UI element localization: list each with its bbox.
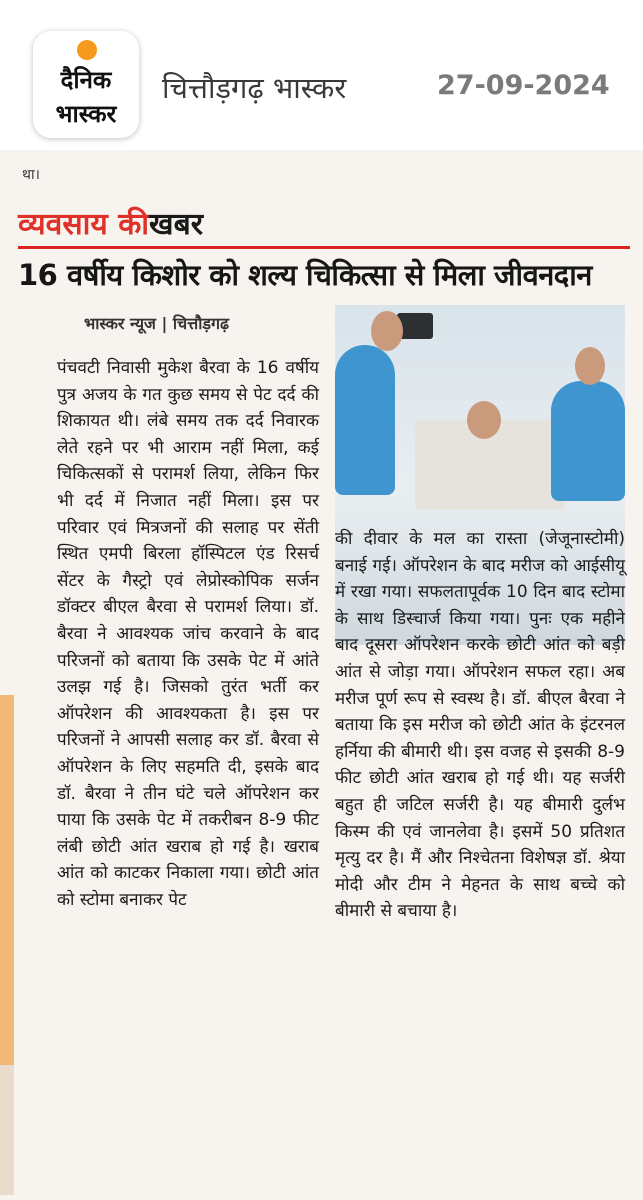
edition-date: 27-09-2024 bbox=[437, 70, 610, 101]
sun-icon bbox=[77, 40, 97, 60]
logo-text-line2: भास्कर bbox=[55, 100, 117, 128]
photo-doctor-left bbox=[335, 345, 395, 495]
article-byline: भास्कर न्यूज | चित्तौड़गढ़ bbox=[84, 314, 229, 333]
article-column-1 bbox=[57, 355, 319, 913]
section-label-black: खबर bbox=[149, 207, 203, 242]
newspaper-logo[interactable] bbox=[33, 31, 139, 138]
photo-patient-head bbox=[467, 401, 501, 439]
photo-doctor-right bbox=[551, 381, 625, 501]
section-label-red: व्यवसाय की bbox=[18, 207, 150, 242]
newspaper-clipping[interactable] bbox=[0, 150, 643, 1200]
section-divider bbox=[18, 246, 630, 249]
article-headline: 16 वर्षीय किशोर को शल्य चिकित्सा से मिला जीवनदान bbox=[18, 258, 592, 292]
article-column-1-text: पंचवटी निवासी मुकेश बैरवा के 16 वर्षीय पुत्र अजय के गत कुछ समय से पेट दर्द की शिकायत थी। लंबे समय तक दर्द निवारक लेते रहने पर भी आराम नहीं मिला, कई चिकित्सकों से परामर्श लिया, लेकिन फिर भी दर्द में निजात नहीं मिला। इस पर परिवार एवं मित्रजनों की सलाह पर सेंती स्थित एमपी बिरला हॉस्पिटल एंड रिसर्च सेंटर के गैस्ट्रो एवं लेप्रोस्कोपिक सर्जन डॉक्टर बीएल बैरवा से परामर्श लिया। डॉ. बैरवा ने आवश्यक जांच करवाने के बाद परिजनों को बताया कि उसके पेट में आंते उलझ गई है। जिसको तुरंत भर्ती कर ऑपरेशन की आवश्यकता है। इस पर परिजनों ने आपसी सलाह कर डॉ. बैरवा से ऑपरेशन के लिए सहमति दी, इसके बाद डॉ. बैरवा ने तीन घंटे चले ऑपरेशन कर पाया कि उसके पेट में तकरीबन 8-9 फीट लंबी छोटी आंत खराब हो गई है। खराब आंत को काटकर निकाला गया। छोटी आंत को स्टोमा बनाकर पेट bbox=[57, 358, 319, 910]
app-header bbox=[0, 0, 643, 150]
section-label bbox=[18, 202, 203, 243]
photo-doctor-left-head bbox=[371, 311, 403, 351]
article-column-2-text: की दीवार के मल का रास्ता (जेजूनास्टोमी) बनाई गई। ऑपरेशन के बाद मरीज को आईसीयू में रखा गया। सफलतापूर्वक 10 दिन बाद स्टोमा के साथ डिस्चार्ज किया गया। पुनः एक महीने बाद दूसरा ऑपरेशन करके छोटी आंत को बड़ी आंत से जोड़ा गया। ऑपरेशन सफल रहा। अब मरीज पूर्ण रूप से स्वस्थ है। डॉ. बीएल बैरवा ने बताया कि इस मरीज को छोटी आंत के इंटरनल हर्निया की बीमारी थी। इस वजह से इसकी 8-9 फीट छोटी आंत खराब हो गई थी। यह सर्जरी बहुत ही जटिल सर्जरी है। यह बीमारी दुर्लभ किस्म की एवं जानलेवा है। इसमें 50 प्रतिशत मृत्यु दर है। मैं और निश्चेतना विशेषज्ञ डॉ. श्रेया मोदी और टीम ने मेहनत के साथ बच्चे को बीमारी से बचाया है। bbox=[335, 529, 625, 922]
adjacent-ad-strip-lower bbox=[0, 1065, 14, 1195]
article-column-2 bbox=[335, 526, 625, 925]
edition-title: चित्तौड़गढ़ भास्कर bbox=[162, 71, 347, 105]
adjacent-ad-strip bbox=[0, 695, 14, 1065]
photo-doctor-right-head bbox=[575, 347, 605, 385]
logo-text-line1: दैनिक bbox=[60, 66, 112, 94]
cut-off-text: था। bbox=[22, 167, 40, 183]
